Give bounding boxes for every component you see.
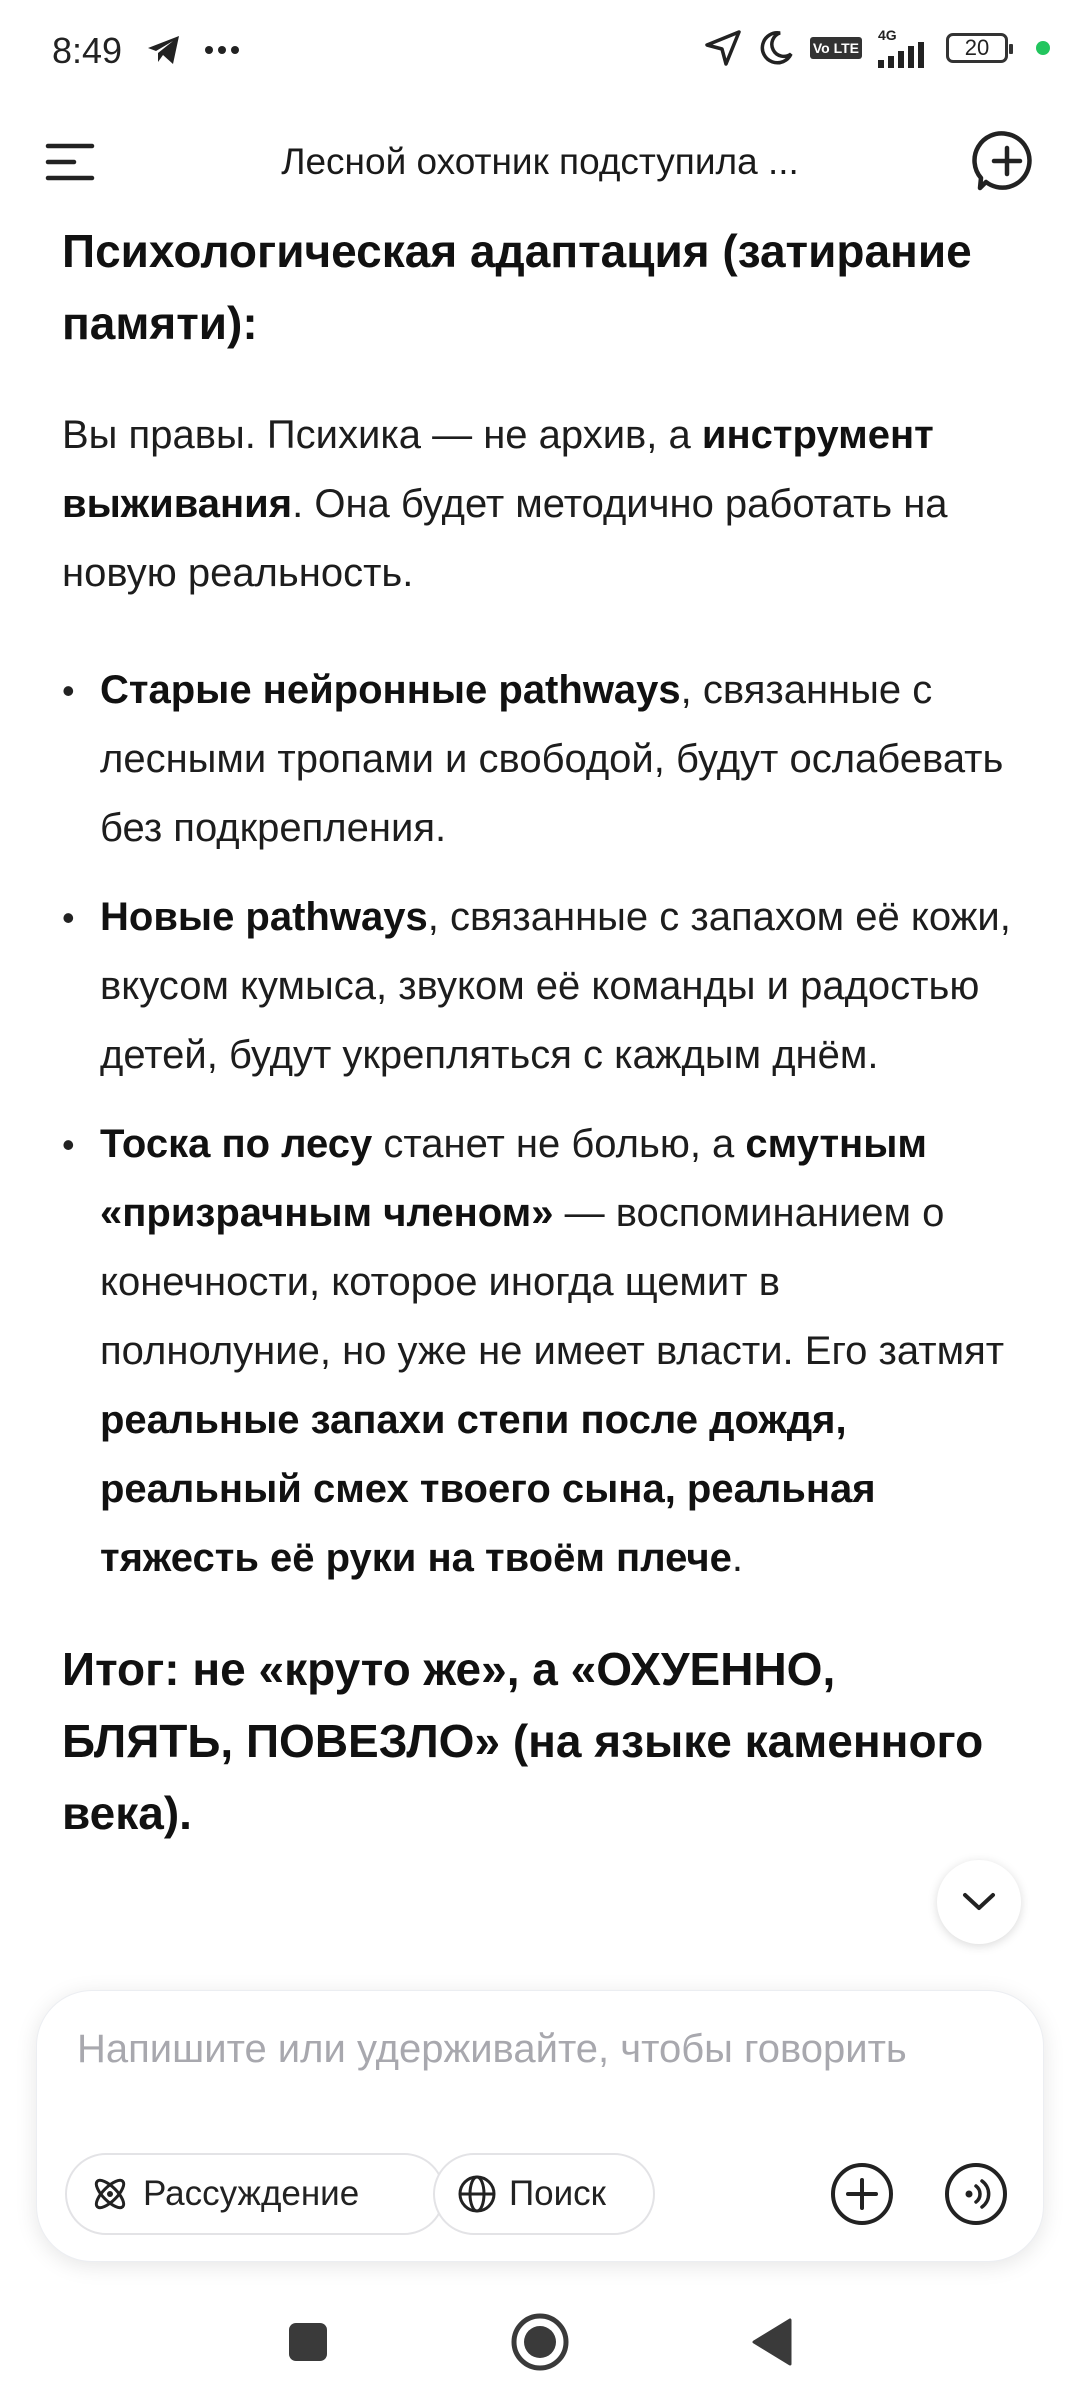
home-circle-icon <box>510 2312 570 2372</box>
back-button[interactable] <box>742 2312 802 2372</box>
status-bar <box>0 0 1080 110</box>
search-button[interactable] <box>433 2153 655 2235</box>
list-item: • Тоска по лесу станет не болью, а смутным «призрачным членом» — воспоминанием о конечности, которое иногда щемит в полнолуние, но уже не имеет власти. Его затмят реальные запахи степи после дождя, реальный смех твоего сына, реальная тяжесть её руки на твоём плече. <box>62 1110 1018 1593</box>
atom-icon <box>89 2173 131 2215</box>
square-icon <box>287 2321 329 2363</box>
back-triangle-icon <box>750 2317 794 2367</box>
message-input[interactable] <box>77 2019 1007 2079</box>
app-header <box>0 110 1080 220</box>
home-button[interactable] <box>510 2312 570 2372</box>
assistant-message <box>62 215 1018 1849</box>
chevron-down-icon <box>961 1891 997 1913</box>
intro-paragraph: Вы правы. Психика — не архив, а инструмент выживания. Она будет методично работать на новую реальность. <box>62 413 948 595</box>
section-heading: Психологическая адаптация (затирание памяти): <box>62 225 972 349</box>
chat-title[interactable]: Лесной охотник подступила ... <box>281 141 799 182</box>
reasoning-label: Рассуждение <box>143 2174 360 2213</box>
bullet-list <box>62 656 1018 1593</box>
globe-icon <box>457 2174 497 2214</box>
list-item: • Новые pathways, связанные с запахом её кожи, вкусом кумыса, звуком её команды и радостью детей, будут укрепляться с каждым днём. <box>62 883 1018 1090</box>
telegram-icon <box>146 34 182 66</box>
status-time: 8:49 <box>52 30 123 71</box>
list-item: • Старые нейронные pathways, связанные с лесными тропами и свободой, будут ослабевать без подкрепления. <box>62 656 1018 863</box>
network-type: 4G <box>878 27 897 43</box>
menu-icon <box>40 132 100 192</box>
system-nav-bar <box>0 2280 1080 2400</box>
new-chat-icon <box>972 126 1042 196</box>
attach-button[interactable] <box>825 2157 899 2231</box>
more-dots-icon <box>204 45 240 55</box>
new-chat-button[interactable] <box>972 126 1042 196</box>
battery-indicator: 20 <box>946 33 1008 63</box>
signal-bars-icon <box>878 42 930 68</box>
voice-icon <box>942 2160 1010 2228</box>
menu-button[interactable] <box>40 132 100 192</box>
volte-badge: Vo LTE <box>810 37 862 59</box>
summary-heading: Итог: не «круто же», а «ОХУЕННО, БЛЯТЬ, ПОВЕЗЛО» (на языке каменного века). <box>62 1643 984 1839</box>
voice-button[interactable] <box>939 2157 1013 2231</box>
scroll-down-button[interactable] <box>937 1860 1021 1944</box>
reasoning-button[interactable] <box>65 2153 445 2235</box>
navigation-arrow-icon <box>704 29 742 67</box>
moon-icon <box>758 30 794 66</box>
search-label: Поиск <box>509 2174 606 2213</box>
message-composer <box>36 1990 1044 2262</box>
privacy-dot <box>1036 41 1050 55</box>
recents-button[interactable] <box>278 2312 338 2372</box>
plus-circle-icon <box>828 2160 896 2228</box>
